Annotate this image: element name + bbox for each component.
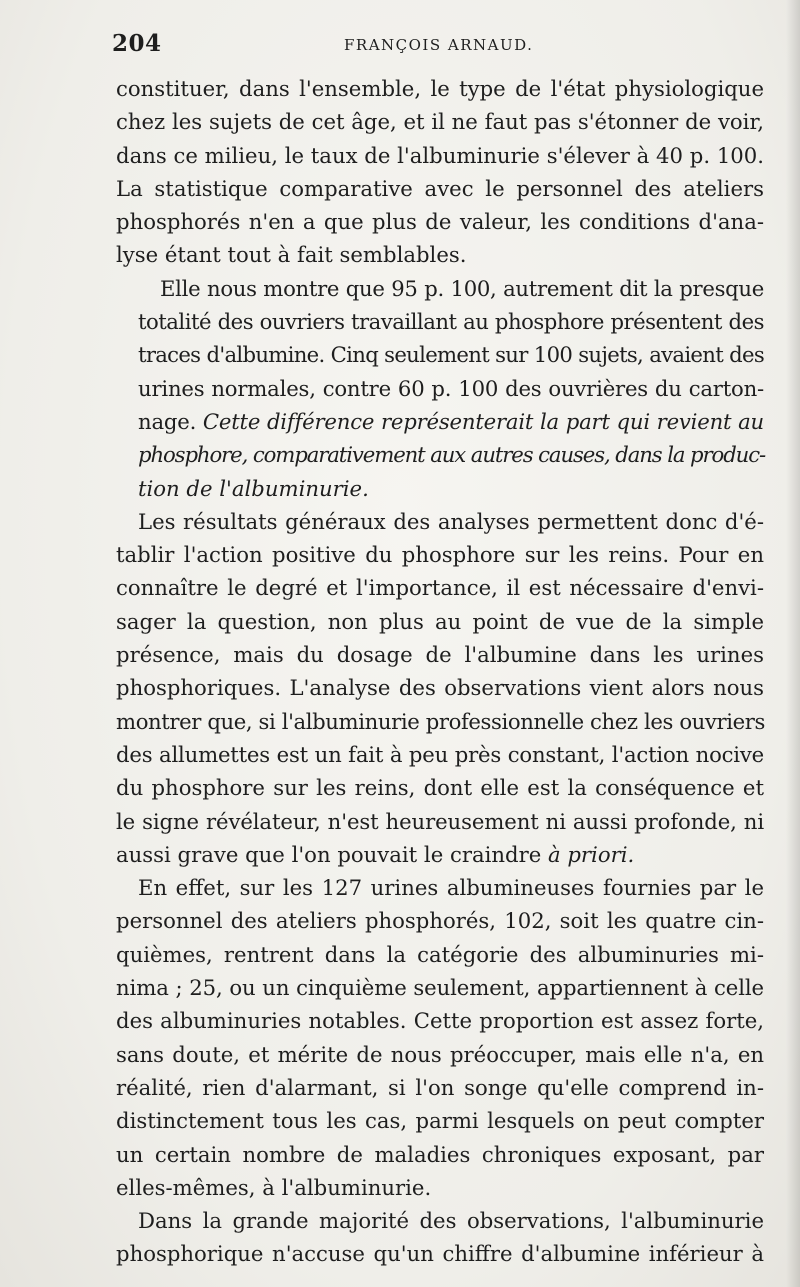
- text-line: connaître le degré et l'importance, il est nécessaire d'envi-: [116, 575, 764, 601]
- text-line: La statistique comparative avec le personnel des ateliers: [116, 175, 764, 201]
- text-line: Dans la grande majorité des observations, l'albuminurie: [138, 1208, 764, 1234]
- text-line: le signe révélateur, n'est heureusement ni aussi profonde, ni: [116, 808, 764, 834]
- text-line: distinctement tous les cas, parmi lesquels on peut compter: [116, 1108, 764, 1134]
- paragraph: [116, 72, 764, 272]
- page-header: [112, 30, 762, 64]
- text-line: dans ce milieu, le taux de l'albuminurie s'élever à 40 p. 100.: [116, 142, 764, 168]
- text-line: traces d'albumine. Cinq seulement sur 100 sujets, avaient des: [138, 342, 764, 368]
- text-run: nage.: [138, 408, 197, 434]
- text-line: présence, mais du dosage de l'albumine dans les urines: [116, 642, 764, 668]
- paragraph: [116, 505, 764, 871]
- paragraph: [116, 871, 764, 1204]
- text-line: sans doute, et mérite de nous préoccuper, mais elle n'a, en: [116, 1041, 764, 1067]
- page-number: 204: [112, 30, 162, 57]
- running-head: FRANÇOIS ARNAUD.: [344, 36, 534, 54]
- text-line: tablir l'action positive du phosphore sur les reins. Pour en: [116, 542, 764, 568]
- body-text: [116, 72, 764, 1271]
- text-line: phosphorés n'en a que plus de valeur, les conditions d'ana-: [116, 209, 764, 235]
- text-line: Elle nous montre que 95 p. 100, autrement dit la presque: [160, 275, 764, 301]
- text-line: constituer, dans l'ensemble, le type de l'état physiologique: [116, 76, 764, 101]
- text-line: [116, 838, 764, 871]
- text-line: En effet, sur les 127 urines albumineuses fournies par le: [138, 875, 764, 901]
- text-line: sager la question, non plus au point de vue de la simple: [116, 608, 764, 634]
- text-line: personnel des ateliers phosphorés, 102, soit les quatre cin-: [116, 908, 764, 934]
- text-line: des allumettes est un fait à peu près constant, l'action nocive: [116, 741, 764, 767]
- text-line: montrer que, si l'albuminurie professionnelle chez les ouvriers: [116, 708, 765, 734]
- text-line: urines normales, contre 60 p. 100 des ouvrières du carton-: [138, 375, 764, 401]
- paragraph: [116, 272, 764, 505]
- text-line: du phosphore sur les reins, dont elle est la conséquence et: [116, 775, 764, 801]
- text-line: lyse étant tout à fait semblables.: [116, 242, 467, 268]
- text-line: un certain nombre de maladies chroniques exposant, par: [116, 1141, 764, 1167]
- text-line: phosphoriques. L'analyse des observations vient alors nous: [116, 675, 764, 701]
- italic-run: à priori.: [548, 841, 635, 867]
- text-line: elles-mêmes, à l'albuminurie.: [116, 1174, 432, 1200]
- text-line: réalité, rien d'alarmant, si l'on songe qu'elle comprend in-: [116, 1074, 764, 1100]
- text-line: nima ; 25, ou un cinquième seulement, appartiennent à celle: [116, 975, 764, 1001]
- text-line: totalité des ouvriers travaillant au phosphore présentent des: [138, 309, 764, 335]
- text-line: [116, 405, 764, 438]
- text-line: quièmes, rentrent dans la catégorie des albuminuries mi-: [116, 941, 764, 967]
- text-line: chez les sujets de cet âge, et il ne faut pas s'étonner de voir,: [116, 109, 764, 135]
- italic-line: tion de l'albuminurie.: [138, 475, 369, 501]
- text-line: Les résultats généraux des analyses permettent donc d'é-: [138, 508, 764, 534]
- page-edge-shadow: [786, 0, 800, 1287]
- text-line: phosphorique n'accuse qu'un chiffre d'albumine inférieur à: [116, 1241, 764, 1267]
- text-line: des albuminuries notables. Cette proportion est assez forte,: [116, 1008, 764, 1034]
- text-run: aussi grave que l'on pouvait le craindre: [116, 841, 542, 867]
- italic-run: Cette différence représenterait la part qui revient au: [202, 408, 764, 434]
- paragraph: [116, 1204, 764, 1271]
- italic-line: phosphore, comparativement aux autres causes, dans la produc-: [138, 442, 766, 468]
